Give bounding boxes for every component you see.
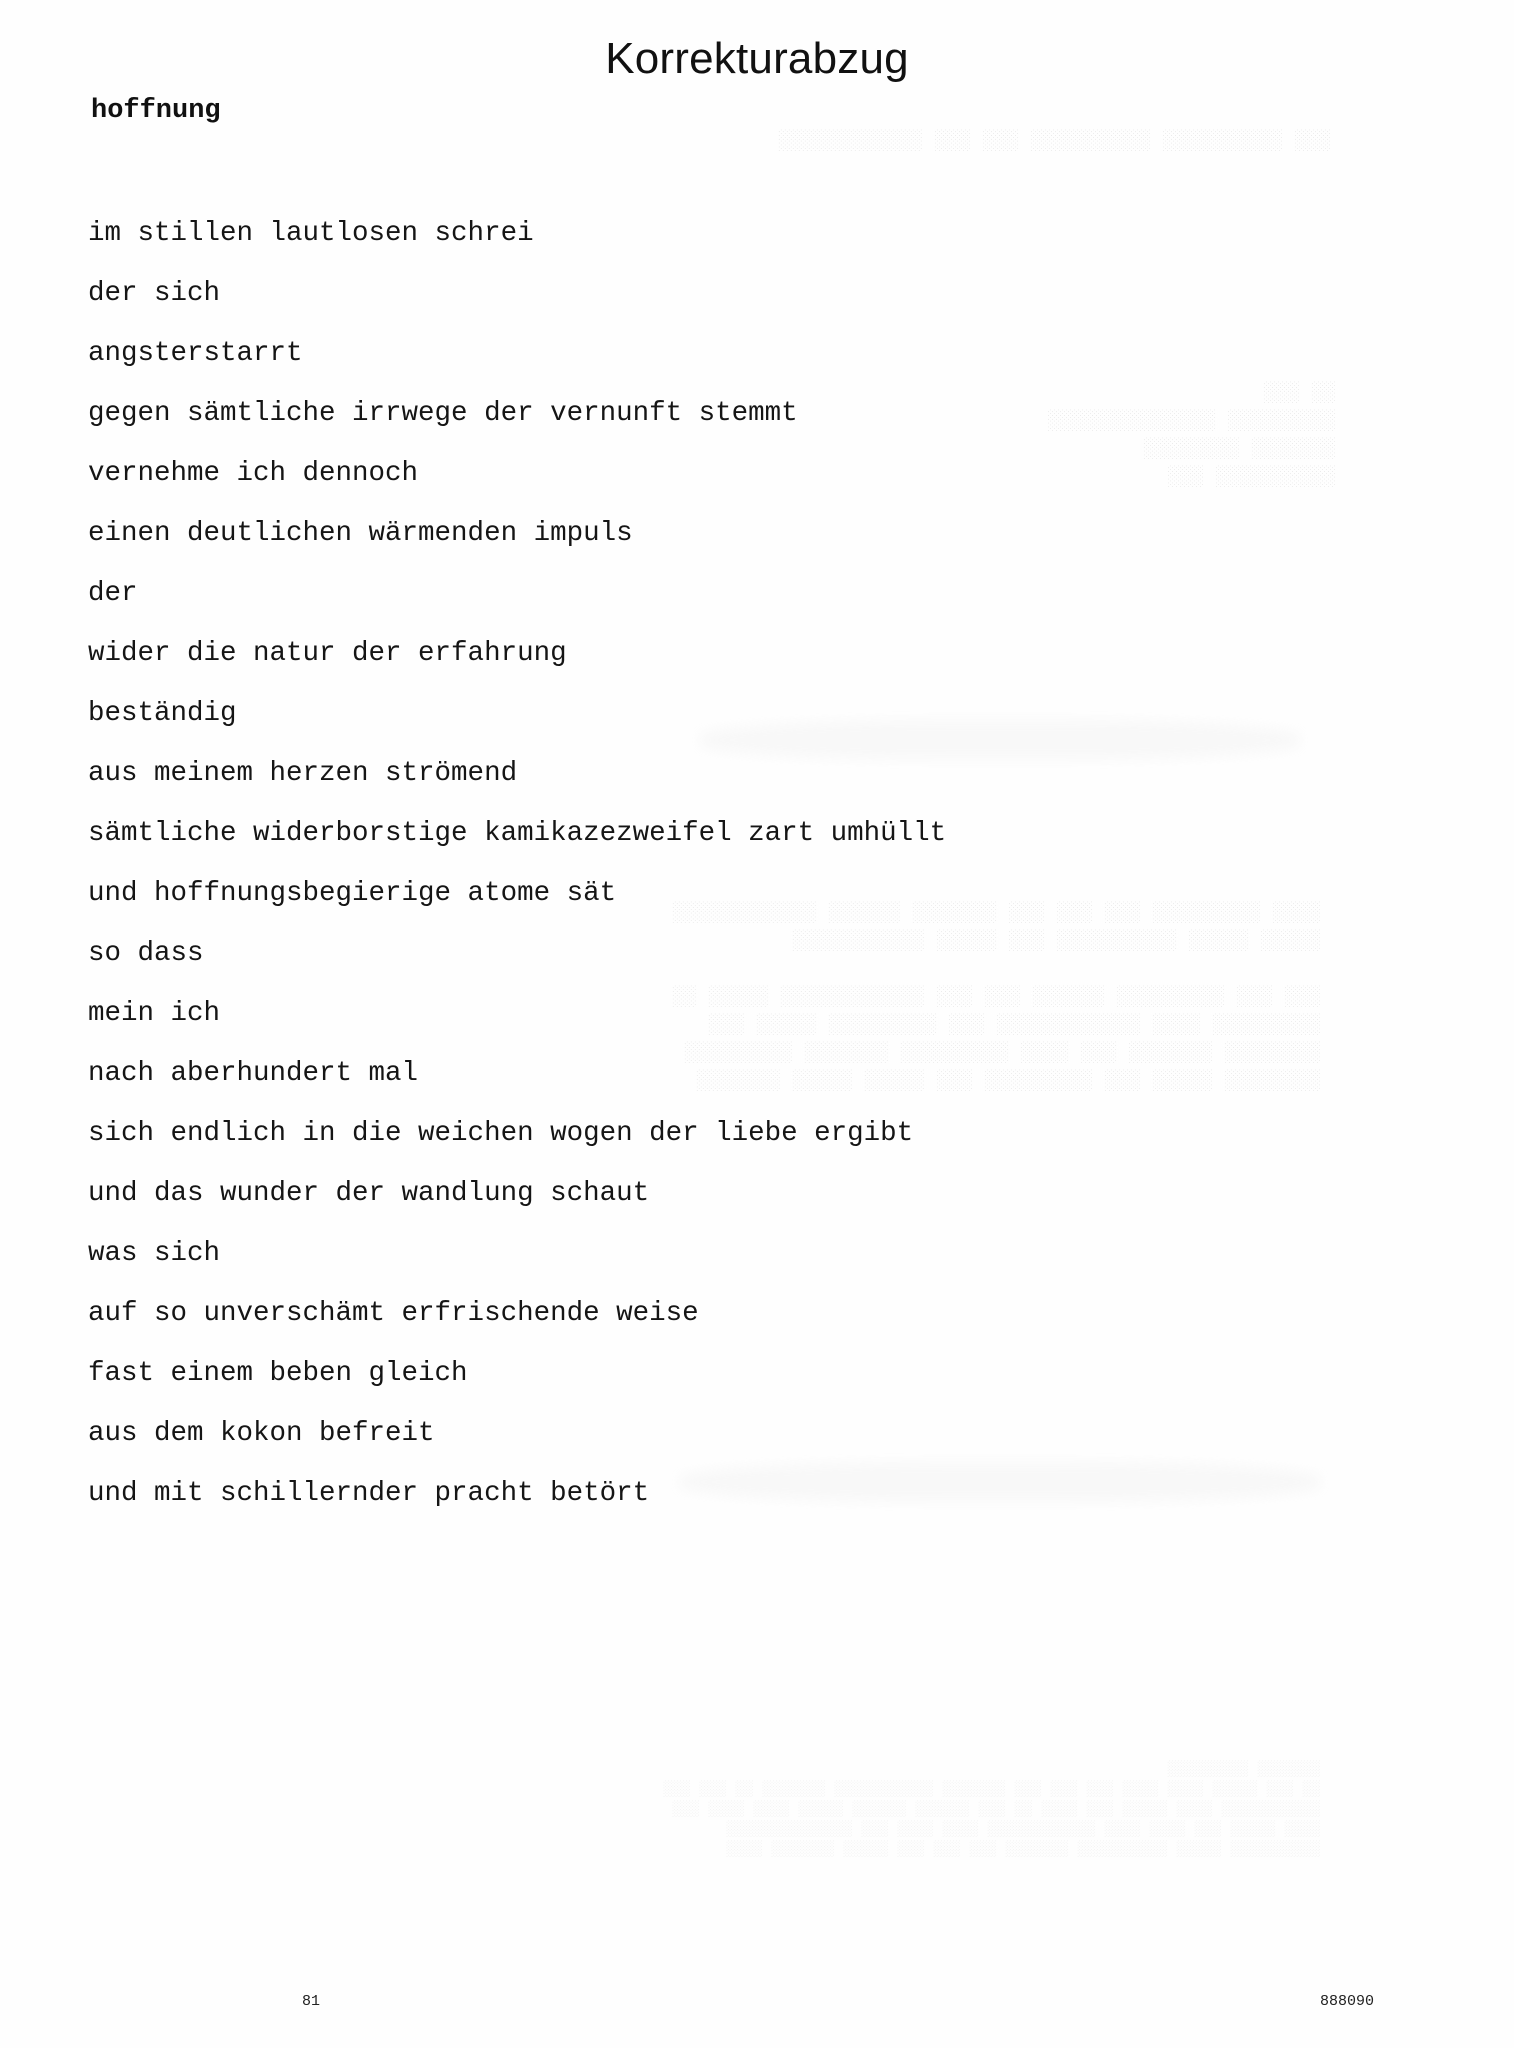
poem-line: so dass — [88, 938, 204, 969]
poem-line: angsterstarrt — [88, 338, 303, 369]
poem-line: einen deutlichen wärmenden impuls — [88, 518, 633, 549]
poem-line: der — [88, 578, 138, 609]
poem-title: hoffnung — [91, 96, 221, 126]
document-id: 888090 — [1320, 1993, 1375, 2010]
poem-line: aus dem kokon befreit — [88, 1418, 435, 1449]
poem-line: gegen sämtliche irrwege der vernunft stemmt — [88, 398, 798, 429]
poem-line: vernehme ich dennoch — [88, 458, 419, 489]
poem-line: was sich — [88, 1238, 221, 1269]
poem-line: wider die natur der erfahrung — [88, 638, 567, 669]
bleed-through-block: ░░░ ░░░░░░░░░░ ░░░░░░░░░░ ░░░ ░░░ ░░░░░░░░░░░░ — [777, 130, 1330, 153]
poem-line: und das wunder der wandlung schaut — [88, 1178, 650, 1209]
poem-line: der sich — [88, 278, 221, 309]
poem-line: und mit schillernder pracht betört — [88, 1478, 650, 1509]
poem-body — [88, 204, 1188, 1524]
poem-line: aus meinem herzen strömend — [88, 758, 518, 789]
bleed-through-block: ░░░░░░░ ░░░░░░░░░ ░░ ░░░ ░░░░░ ░░░░ ░░░░ ░░░ ░░░ ░░░ ░░░░░░░ ░░░░░░░░░░░ ░░░░░░░ ░░ ░░░ ░░░ ░░░░░░░░░░░ ░░░░ ░░░░░ ░░░ ░░░░ ░░ ░░░ ░░░░░░ ░░░░░░ ░░░░░ ░░░░ ░░░░ ░░░ ░░░░ ░░░░░ ░░░ ░░░░ ░░░░ ░░░░░░░░░░░░ ░░░░ ░░░░ ░░░ ░░░░░░░░░░░░░░ ░░░░░░░░░░ ░░░░░ ░░░░░░░░░░ ░░░░░░░ ░░░ ░░░ ░░░ ░░░░░ ░░░░░░░ ░░░░ — [662, 1761, 1320, 1858]
poem-line: auf so unverschämt erfrischende weise — [88, 1298, 699, 1329]
page-heading: Korrekturabzug — [605, 34, 909, 83]
poem-line: und hoffnungsbegierige atome sät — [88, 878, 617, 909]
bleed-through-block: ░░░░ ░░░░░░░░░ ░░░ ░░░ ░░░ ░░░░░░░ ░░░░░░ ░░░░░░░░░░░░ ░░░░░ ░░░░░ ░░░░░░░░░░ ░░░ ░░░░░ ░░░░░░░░░░░ ░░░ ░░░ ░░░░░░░░░ ░░░░░░ ░░░ ░░░ ░░░░░░░░░░░░ ░░░░░ ░░ ░░░░░░░░░ ░░░░ ░░░░░░░░░░░░ ░░░ ░░░░░░░░░ ░░░░░ ░░░ ░░░░░░░░ ░░░░░░░ ░░░ ░░░░ ░░░░░░░░░ ░░░░░░░ ░░░░░░░░░ ░░░░░░░░ ░░░░░ ░░░ ░░░░░░░░░ ░░░ ░░░░░ ░░░░░ ░░░░░░░ — [671, 902, 1320, 1093]
poem-line: fast einem beben gleich — [88, 1358, 468, 1389]
poem-line: sich endlich in die weichen wogen der liebe ergibt — [88, 1118, 914, 1149]
poem-line: im stillen lautlosen schrei — [88, 218, 534, 249]
bleed-through-block: ░░ ░░░ ░░░░░░░░░ ░░░░░░░░░░░░░░ ░░░░░░░ ░░░░░░░░ ░░░░░░░░░░ ░░░ — [1046, 382, 1335, 489]
poem-line: beständig — [88, 698, 237, 729]
poem-line: nach aberhundert mal — [88, 1058, 419, 1089]
poem-line: mein ich — [88, 998, 221, 1029]
page-number: 81 — [302, 1993, 321, 2010]
poem-line: sämtliche widerborstige kamikazezweifel zart umhüllt — [88, 818, 947, 849]
